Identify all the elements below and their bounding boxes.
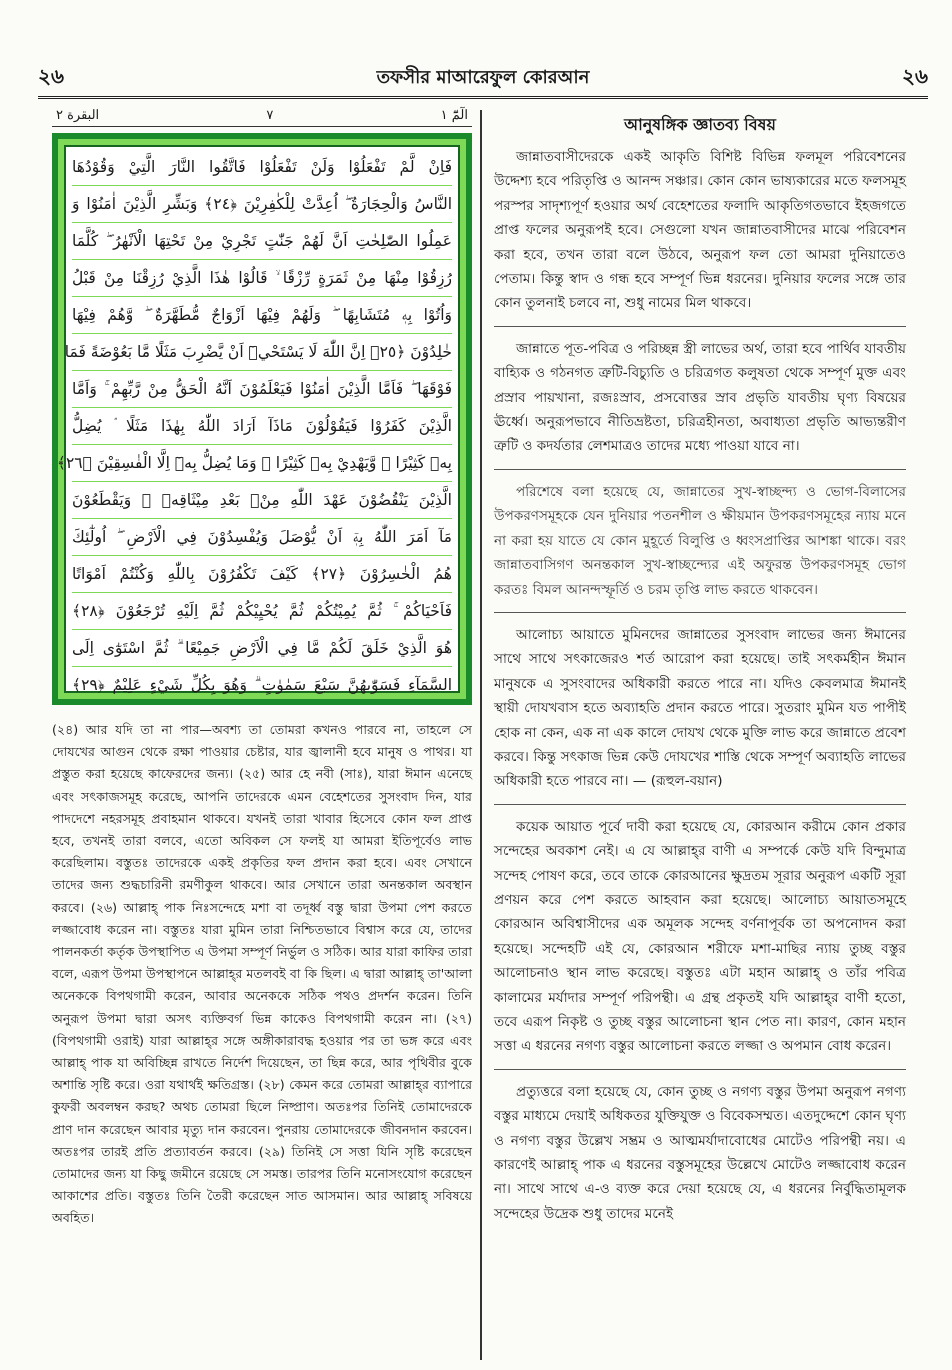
ayah-line: الَّذِيْنَ كَفَرُوْا فَيَقُوْلُوْنَ مَاذَآ اَرَادَ اللّٰهُ بِهٰذَا مَثَلًا ۘ يُضِلُّ — [72, 408, 452, 445]
ayah-line: فَاَحْيَاكُمْ ۚ ثُمَّ يُمِيْتُكُمْ ثُمَّ يُحْيِيْكُمْ ثُمَّ اِلَيْهِ تُرْجَعُوْنَ ﴿٢٨﴾ — [72, 593, 452, 630]
page-number-left: ২৬ — [38, 63, 65, 88]
commentary-paragraph: কয়েক আয়াত পূর্বে দাবী করা হয়েছে যে, কোরআন করীমে কোন প্রকার সন্দেহের অবকাশ নেই। এ যে আল্লাহ্‌র বাণী এ সম্পর্কে কেউ যদি বিন্দুমাত্র সন্দেহ পোষণ করে, তবে তাকে কোরআনের ক্ষুদ্রতম সূরার অনুরূপ একটি সূরা প্রণয়ন করে পেশ করতে আহবান করা হয়েছে। আলোচ্য আয়াতসমূহে কোরআন অবিশ্বাসীদের এক অমূলক সন্দেহ বর্ণনাপূর্বক তা অপনোদন করা হয়েছে। সন্দেহটি এই যে, কোরআন শরীফে মশা-মাছির ন্যায় তুচ্ছ বস্তুর আলোচনাও স্থান লাভ করেছে। বস্তুতঃ এটা মহান আল্লাহ্ ও তাঁর পবিত্র কালামের মর্যাদার সম্পূর্ণ পরিপন্থী। এ গ্রন্থ প্রকৃতই যদি আল্লাহ্‌র বাণী হতো, তবে এরূপ নিকৃষ্ট ও তুচ্ছ বস্তুর আলোচনা স্থান পেত না। কারণ, কোন মহান সত্তা এ ধরনের নগণ্য বস্তুর আলোচনা করতে লজ্জা ও অপমান বোধ করেন। — [494, 818, 906, 1055]
para-name: الٓمّٓ ١ — [440, 107, 468, 123]
ayah-line: فَوْقَهَا ۖ فَاَمَّا الَّذِيْنَ اٰمَنُوْا فَيَعْلَمُوْنَ اَنَّهُ الْحَقُّ مِنْ رَّبِّهِمْ ۚ وَاَمَّا — [72, 371, 452, 408]
commentary-paragraph: জান্নাতে পূত-পবিত্র ও পরিচ্ছন্ন স্ত্রী লাভের অর্থ, তারা হবে পার্থিব যাবতীয় বাহ্যিক ও গঠনগত ত্রুটি-বিচ্যুতি ও চরিত্রগত কলুষতা থেকে সম্পূর্ণ মুক্ত এবং প্রস্রাব পায়খানা, রজঃস্রাব, প্রসবোত্তর স্রাব প্রভৃতি যাবতীয় ঘৃণ্য বিষয়ের ঊর্ধ্বে। অনুরূপভাবে নীতিভ্রষ্টতা, চরিত্রহীনতা, অবাধ্যতা প্রভৃতি আভ্যন্তরীণ ত্রুটি ও কদর্যতার লেশমাত্রও তাদের মধ্যে পাওয়া যাবে না। — [494, 340, 906, 455]
ayah-line: هُمُ الْخٰسِرُوْنَ ﴿٢٧﴾ كَيْفَ تَكْفُرُوْنَ بِاللّٰهِ وَكُنْتُمْ اَمْوَاتًا — [72, 556, 452, 593]
paragraph-divider — [494, 612, 906, 613]
commentary-heading: আনুষঙ্গিক জ্ঞাতব্য বিষয় — [624, 115, 776, 134]
commentary-paragraph: জান্নাতবাসীদেরকে একই আকৃতি বিশিষ্ট বিভিন্ন ফলমূল পরিবেশনের উদ্দেশ্য হবে পরিতৃপ্তি ও আনন্দ সঞ্চার। কোন কোন ভাষ্যকারের মতে ফলসমূহ পরস্পর সাদৃশ্যপূর্ণ হওয়ার অর্থ বেহেশতের ফলাদি আকৃতিগতভাবে ইহজগতে প্রাপ্ত ফলের অনুরূপই হবে। সেগুলো যখন জান্নাতবাসীদের মাঝে পরিবেশন করা হবে, তখন তারা বলে উঠবে, অনুরূপ ফল তো আমরা দুনিয়াতেও পেতাম। কিন্তু স্বাদ ও গন্ধ হবে সম্পূর্ণ ভিন্ন ধরনের। দুনিয়ার ফলের সঙ্গে তার কোন তুলনাই চলবে না, শুধু নামের মিল থাকবে। — [494, 149, 906, 312]
bengali-translation — [52, 719, 472, 1230]
ayah-line: النَّاسُ وَالْحِجَارَةُ ۖ اُعِدَّتْ لِلْكٰفِرِيْنَ ﴿٢٤﴾ وَبَشِّرِ الَّذِيْنَ اٰمَنُوْا وَ — [72, 186, 452, 223]
page-number-right: ২৬ — [901, 63, 928, 88]
ayah-line: وَاُتُوْا بِهٖ مُتَشَابِهًا ۖ وَلَهُمْ فِيْهَا اَزْوَاجٌ مُّطَهَّرَةٌ ۖ وَّهُمْ فِيْهَا — [72, 297, 452, 334]
ayah-line: خٰلِدُوْنَ ﴿٢٥﴾ اِنَّ اللّٰهَ لَا يَسْتَحْيٖٓ اَنْ يَّضْرِبَ مَثَلًا مَّا بَعُوْضَةً فَمَا — [72, 334, 452, 371]
ayah-line: رُزِقُوْا مِنْهَا مِنْ ثَمَرَةٍ رِّزْقًا ۙ قَالُوْا هٰذَا الَّذِيْ رُزِقْنَا مِنْ قَبْلُ — [72, 260, 452, 297]
arabic-page-header — [52, 104, 472, 127]
commentary-paragraph: পরিশেষে বলা হয়েছে যে, জান্নাতের সুখ-স্বাচ্ছন্দ্য ও ভোগ-বিলাসের উপকরণসমূহকে যেন দুনিয়ার পতনশীল ও ক্ষীয়মান উপকরণসমূহের ন্যায় মনে না করা হয় যাতে যে কোন মুহূর্তে বিলুপ্তি ও ধ্বংসপ্রাপ্তির আশঙ্কা থাকে। বরং জান্নাতবাসিগণ অনন্তকাল সুখ-স্বাচ্ছন্দ্যের এই অফুরন্ত উপকরণসমূহ ভোগ করতঃ বিমল আনন্দস্ফূর্তি ও চরম তৃপ্তি লাভ করতে থাকবেন। — [494, 483, 906, 598]
paragraph-divider — [494, 804, 906, 805]
ayah-line: عَمِلُوا الصّٰلِحٰتِ اَنَّ لَهُمْ جَنّٰتٍ تَجْرِيْ مِنْ تَحْتِهَا الْاَنْهٰرُ ۖ كُلَّمَا — [72, 223, 452, 260]
column-divider — [480, 110, 482, 1360]
ayah-line: السَّمَآءِ فَسَوّٰىهُنَّ سَبْعَ سَمٰوٰتٍ ۗ وَهُوَ بِكُلِّ شَيْءٍ عَلِيْمٌ ﴿٢٩﴾ — [72, 676, 452, 694]
ayah-line: هُوَ الَّذِيْ خَلَقَ لَكُمْ مَّا فِي الْاَرْضِ جَمِيْعًا ۗ ثُمَّ اسْتَوٰٓى اِلَى — [72, 630, 452, 667]
ayah-line: فَاِنْ لَّمْ تَفْعَلُوْا وَلَنْ تَفْعَلُوْا فَاتَّقُوا النَّارَ الَّتِيْ وَقُوْدُهَا — [72, 149, 452, 186]
quran-text-frame — [52, 133, 472, 705]
commentary-paragraph: আলোচ্য আয়াতে মুমিনদের জান্নাতের সুসংবাদ লাভের জন্য ঈমানের সাথে সাথে সৎকাজেরও শর্ত আরোপ করা হয়েছে। তাই সৎকর্মহীন ঈমান মানুষকে এ সুসংবাদের অধিকারী করতে পারে না। যদিও কেবলমাত্র ঈমানই স্থায়ী দোযখবাস হতে অব্যাহতি প্রদান করতে পারে। সুতরাং মুমিন যত পাপীই হোক না কেন, এক না এক কালে দোযখ থেকে মুক্তি লাভ করে জান্নাতে প্রবেশ করবে। কিন্তু সৎকাজ ভিন্ন কেউ দোযখের শাস্তি থেকে সম্পূর্ণ অব্যাহতি লাভের অধিকারী হতে পারবে না। — (রূহুল-বয়ান) — [494, 626, 906, 790]
paragraph-divider — [494, 326, 906, 327]
commentary-paragraph: প্রত্যুত্তরে বলা হয়েছে যে, কোন তুচ্ছ ও নগণ্য বস্তুর উপমা অনুরূপ নগণ্য বস্তুর মাধ্যমে দেয়াই অধিকতর যুক্তিযুক্ত ও বিবেকসম্মত। এতদুদ্দেশে কোন ঘৃণ্য ও নগণ্য বস্তুর উল্লেখ সম্ভ্রম ও আত্মমর্যাদাবোধের মোটেও পরিপন্থী নয়। এ কারণেই আল্লাহ্ পাক এ ধরনের বস্তুসমূহের উল্লেখে মোটেও লজ্জাবোধ করেন না। সাথে সাথে এ-ও ব্যক্ত করে দেয়া হয়েছে যে, এ ধরনের নির্বুদ্ধিতামূলক সন্দেহের উদ্রেক শুধু তাদের মনেই — [494, 1083, 906, 1222]
quran-text-block — [56, 145, 460, 694]
ayah-line: الَّذِيْنَ يَنْقُضُوْنَ عَهْدَ اللّٰهِ مِنْۢ بَعْدِ مِيْثَاقِهٖ ۪ وَيَقْطَعُوْنَ — [72, 482, 452, 519]
page-header — [38, 60, 928, 99]
commentary-column — [494, 112, 906, 1236]
ayah-line: مَآ اَمَرَ اللّٰهُ بِهٖٓ اَنْ يُّوْصَلَ وَيُفْسِدُوْنَ فِي الْاَرْضِ ۖ اُولٰٓئِكَ — [72, 519, 452, 556]
surah-name: البقرة ٢ — [56, 107, 100, 123]
translation-text: (২৪) আর যদি তা না পার—অবশ্য তা তোমরা কখনও পারবে না, তাহলে সে দোযখের আগুন থেকে রক্ষা পাওয়ার চেষ্টার, যার জ্বালানী হবে মানুষ ও পাথর। যা প্রস্তুত করা হয়েছে কাফেরদের জন্য। (২৫) আর হে নবী (সাঃ), যারা ঈমান এনেছে এবং সৎকাজসমূহ করেছে, আপনি তাদেরকে এমন বেহেশতের সুসংবাদ দিন, যার পাদদেশে নহরসমূহ প্রবাহমান থাকবে। যখনই তারা খাবার হিসেবে কোন ফল প্রাপ্ত হবে, তখনই তারা বলবে, এতো অবিকল সে ফলই যা আমরা ইতিপূর্বেও লাভ করেছিলাম। বস্তুতঃ তাদেরকে একই প্রকৃতির ফল প্রদান করা হবে। এবং সেখানে তাদের জন্য শুদ্ধচারিনী রমণীকুল থাকবে। আর সেখানে তারা অনন্তকাল অবস্থান করবে। (২৬) আল্লাহ্ পাক নিঃসন্দেহে মশা বা তদূর্ধ্ব বস্তু দ্বারা উপমা পেশ করতে লজ্জাবোধ করেন না। বস্তুতঃ যারা মুমিন তারা নিশ্চিতভাবে বিশ্বাস করে যে, তাদের পালনকর্তা কর্তৃক উপস্থাপিত এ উপমা সম্পূর্ণ নির্ভুল ও সঠিক। আর যারা কাফির তারা বলে, এরূপ উপমা উপস্থাপনে আল্লাহ্‌র মতলবই বা কি ছিল। এ দ্বারা আল্লাহ্ তা'আলা অনেককে বিপথগামী করেন, আবার অনেককে সঠিক পথও প্রদর্শন করেন। তিনি অনুরূপ উপমা দ্বারা অসৎ ব্যক্তিবর্গ ভিন্ন কাকেও বিপথগামী করেন না। (২৭) (বিপথগামী ওরাই) যারা আল্লাহ্‌র সঙ্গে অঙ্গীকারাবদ্ধ হওয়ার পর তা ভঙ্গ করে এবং আল্লাহ্ পাক যা অবিচ্ছিন্ন রাখতে নির্দেশ দিয়েছেন, তা ছিন্ন করে, আর পৃথিবীর বুকে অশান্তি সৃষ্টি করে। ওরা যথার্থই ক্ষতিগ্রস্ত। (২৮) কেমন করে তোমরা আল্লাহ্‌র ব্যাপারে কুফরী অবলম্বন করছ? অথচ তোমরা ছিলে নিষ্প্রাণ। অতঃপর তিনিই তোমাদেরকে প্রাণ দান করেছেন আবার মৃত্যু দান করবেন। পুনরায় তোমাদেরকে জীবনদান করবেন। অতঃপর তারই প্রতি প্রত্যাবর্তন করবে। (২৯) তিনিই সে সত্তা যিনি সৃষ্টি করেছেন তোমাদের জন্য যা কিছু জমীনে রয়েছে সে সমস্ত। তারপর তিনি মনোসংযোগ করেছেন আকাশের প্রতি। বস্তুতঃ তিনি তৈরী করেছেন সাত আসমান। আর আল্লাহ্ সবিষয়ে অবহিত। — [52, 722, 472, 1226]
paragraph-divider — [494, 1069, 906, 1070]
juz-number: ٧ — [266, 107, 274, 123]
ayah-line: بِهٖ كَثِيْرًا ۙ وَّيَهْدِيْ بِهٖ كَثِيْرًا ۖ وَمَا يُضِلُّ بِهٖٓ اِلَّا الْفٰسِقِيْنَ ﴿٢٦﴾ — [72, 445, 452, 482]
left-column — [52, 104, 472, 1230]
running-title: তফসীর মাআরেফুল কোরআন — [376, 66, 590, 88]
paragraph-divider — [494, 469, 906, 470]
